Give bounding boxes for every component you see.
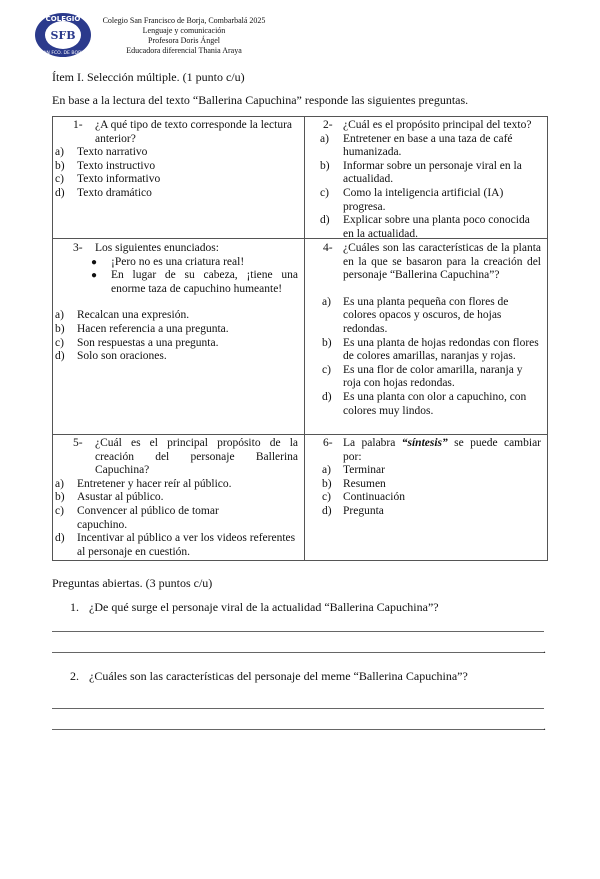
question-number: 1-	[73, 119, 83, 131]
option-d[interactable]	[55, 187, 298, 201]
question-text: ¿Cuál es el principal propósito de la creación del personaje Ballerina Capuchina?	[95, 437, 298, 477]
option-a[interactable]	[322, 464, 541, 478]
option-letter: b)	[322, 336, 332, 349]
option-text: Pregunta	[343, 504, 384, 517]
option-text: Convencer al público de tomar capuchino.	[77, 504, 219, 531]
option-c[interactable]	[55, 505, 298, 532]
section-2-title: Preguntas abiertas. (3 puntos c/u)	[52, 576, 213, 590]
statement-text: ¡Pero no es una criatura real!	[111, 255, 245, 268]
option-b[interactable]	[322, 337, 541, 364]
option-letter: a)	[55, 146, 64, 159]
option-d[interactable]	[320, 214, 541, 241]
option-letter: a)	[322, 464, 331, 477]
question-number: 2-	[323, 119, 333, 131]
question-number: 3-	[73, 242, 83, 254]
statement-bullet: ● En lugar de su cabeza, ¡tiene una enorme taza de capuchino humeante!	[91, 269, 298, 295]
option-text: Informar sobre un personaje viral en la actualidad.	[343, 159, 522, 186]
option-a[interactable]	[55, 478, 298, 492]
header-line-educator: Educadora diferencial Thania Araya	[126, 46, 242, 55]
option-text: Recalcan una expresión.	[77, 309, 190, 322]
answer-line[interactable]	[52, 652, 544, 653]
option-letter: b)	[55, 491, 65, 504]
option-letter: b)	[320, 159, 330, 172]
logo-side-text: SAN FCO. DE BORJA	[40, 51, 86, 56]
question-number: 5-	[73, 437, 83, 449]
option-text: Es una planta de hojas redondas con flores de colores amarillas, naranjas y rojas.	[343, 336, 539, 363]
answer-line[interactable]	[52, 708, 544, 709]
open-question-number: 2.	[70, 669, 79, 683]
section-1-title: Ítem I. Selección múltiple. (1 punto c/u)	[52, 70, 245, 84]
multiple-choice-table	[52, 116, 548, 561]
question-text-before: La palabra	[343, 437, 396, 449]
option-b[interactable]	[320, 160, 541, 187]
question-number: 4-	[323, 242, 333, 254]
option-text: Es una planta con olor a capuchino, con colores muy lindos.	[343, 390, 527, 417]
option-a[interactable]	[55, 146, 298, 160]
question-3	[53, 239, 304, 434]
answer-line[interactable]	[52, 631, 544, 632]
open-question-2	[70, 670, 468, 684]
header-line-subject: Lenguaje y comunicación	[142, 26, 226, 35]
logo-monogram: SFB	[50, 29, 76, 42]
option-b[interactable]	[322, 478, 541, 492]
question-number: 6-	[323, 437, 333, 449]
option-letter: b)	[55, 322, 65, 335]
statement-text: En lugar de su cabeza, ¡tiene una enorme taza de capuchino humeante!	[111, 269, 298, 295]
option-letter: b)	[322, 477, 332, 490]
option-text: Explicar sobre una planta poco conocida en la actualidad.	[343, 214, 530, 240]
option-letter: c)	[322, 363, 331, 376]
option-letter: c)	[55, 173, 64, 186]
option-letter: d)	[320, 214, 330, 227]
header-line-school: Colegio San Francisco de Borja, Combarbalá 2025	[102, 16, 266, 25]
question-text: ¿A qué tipo de texto corresponde la lectura anterior?	[95, 119, 293, 145]
option-letter: d)	[55, 186, 65, 199]
question-1	[53, 117, 304, 238]
option-letter: a)	[320, 132, 329, 145]
option-c[interactable]	[322, 491, 541, 505]
option-text: Resumen	[343, 477, 386, 490]
option-letter: d)	[322, 390, 332, 403]
school-header	[84, 16, 284, 56]
question-2	[305, 117, 547, 238]
option-letter: c)	[55, 504, 64, 517]
answer-line[interactable]	[52, 729, 544, 730]
option-d[interactable]	[55, 532, 298, 559]
question-4	[305, 239, 547, 434]
option-a[interactable]	[322, 296, 541, 337]
option-b[interactable]	[55, 491, 298, 505]
option-text: Son respuestas a una pregunta.	[77, 336, 219, 349]
question-6	[305, 435, 547, 560]
option-text: Continuación	[343, 491, 405, 504]
option-text: Es una flor de color amarilla, naranja y roja con hojas redondas.	[343, 363, 523, 390]
question-text: Los siguientes enunciados:	[95, 242, 219, 254]
question-5	[53, 435, 304, 560]
option-text: Entretener en base a una taza de café humanizada.	[343, 132, 513, 159]
option-text: Texto dramático	[77, 186, 152, 199]
answer-end-mark: .	[543, 642, 546, 656]
question-text: ¿Cuáles son las características de la planta en la que se basaron para la creación del personaje “Ballerina Capuchina”?	[343, 242, 541, 282]
option-c[interactable]	[55, 337, 298, 351]
option-text: Texto instructivo	[77, 159, 156, 172]
option-letter: d)	[322, 504, 332, 517]
open-question-text: ¿De qué surge el personaje viral de la actualidad “Ballerina Capuchina”?	[89, 600, 439, 614]
option-text: Solo son oraciones.	[77, 350, 167, 363]
statement-bullet: ● ¡Pero no es una criatura real!	[91, 256, 298, 270]
option-text: Hacen referencia a una pregunta.	[77, 322, 229, 335]
option-text: Entretener y hacer reír al público.	[77, 477, 232, 490]
option-a[interactable]	[55, 309, 298, 323]
option-text: Texto narrativo	[77, 146, 148, 159]
option-letter: c)	[55, 336, 64, 349]
option-letter: b)	[55, 159, 65, 172]
option-c[interactable]	[322, 364, 541, 391]
option-letter: a)	[322, 295, 331, 308]
option-text: Como la inteligencia artificial (IA) progresa.	[343, 186, 504, 213]
option-d[interactable]	[55, 350, 298, 364]
logo-ring-text: COLEGIO	[45, 15, 81, 23]
question-text: ¿Cuál es el propósito principal del texto?	[343, 119, 532, 131]
option-text: Asustar al público.	[77, 491, 164, 504]
option-text: Terminar	[343, 464, 385, 477]
option-d[interactable]	[322, 505, 541, 519]
open-question-number: 1.	[70, 600, 79, 614]
open-question-1	[70, 601, 439, 615]
question-text-after: se puede cambiar por:	[343, 437, 542, 463]
option-c[interactable]	[320, 187, 541, 214]
option-letter: a)	[55, 477, 64, 490]
option-text: Texto informativo	[77, 173, 161, 186]
option-b[interactable]	[55, 160, 298, 174]
option-b[interactable]	[55, 323, 298, 337]
option-letter: c)	[322, 491, 331, 504]
section-1-intro: En base a la lectura del texto “Ballerina Capuchina” responde las siguientes preguntas.	[52, 93, 469, 107]
option-a[interactable]	[320, 133, 541, 160]
answer-end-mark: .	[543, 719, 546, 733]
open-question-text: ¿Cuáles son las características del personaje del meme “Ballerina Capuchina”?	[89, 669, 468, 683]
option-d[interactable]	[322, 391, 541, 418]
option-letter: d)	[55, 532, 65, 545]
question-keyword: “síntesis”	[401, 437, 448, 449]
header-line-teacher: Profesora Doris Ángel	[148, 36, 220, 45]
option-letter: c)	[320, 186, 329, 199]
option-letter: d)	[55, 350, 65, 363]
option-text: Incentivar al público a ver los videos referentes al personaje en cuestión.	[77, 532, 296, 558]
option-c[interactable]	[55, 173, 298, 187]
option-text: Es una planta pequeña con flores de colores opacos y oscuros, de hojas redondas.	[343, 295, 509, 335]
option-letter: a)	[55, 309, 64, 322]
